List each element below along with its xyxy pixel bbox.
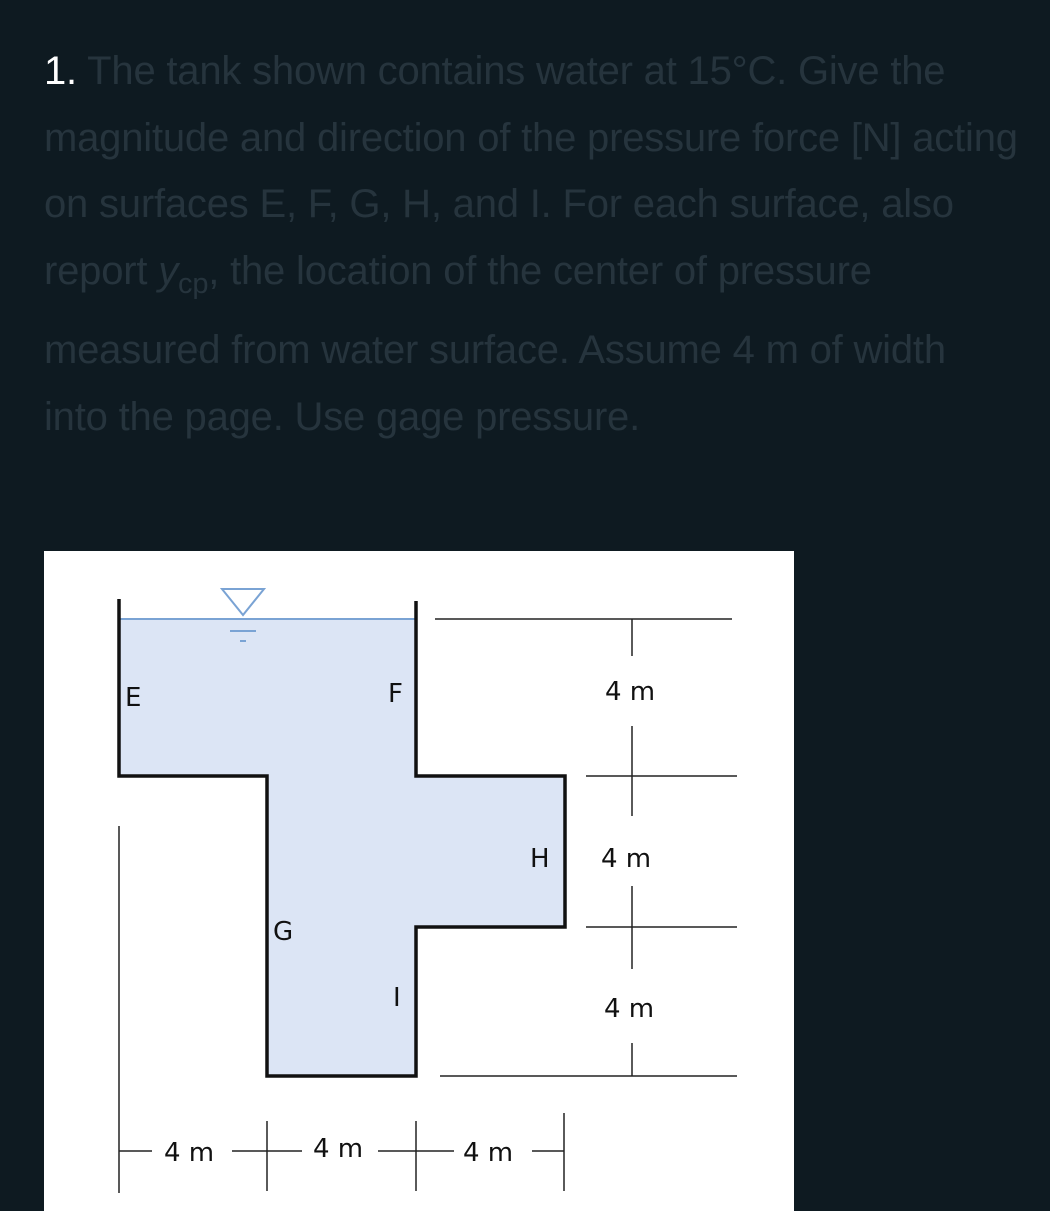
y-cp-symbol: y	[158, 248, 179, 293]
surface-label-h: H	[530, 844, 550, 874]
problem-text-part-1: The tank shown contains water at 15°C. Give the magnitude and direction of the pressure force [N] acting on surfaces E, F, G, H, and I. For each surface, also report	[44, 49, 1018, 293]
problem-text-part-2: , the location of the center of pressure measured from water surface. Assume 4 m of width into the page. Use gage pressure.	[44, 248, 946, 439]
dimension-middle-height: 4 m	[601, 844, 652, 874]
surface-label-f: F	[388, 679, 403, 709]
tank-figure	[44, 551, 794, 1211]
surface-label-e: E	[125, 683, 142, 713]
problem-statement	[44, 38, 1019, 450]
problem-number: 1.	[44, 49, 77, 93]
dimension-left-width: 4 m	[164, 1138, 215, 1168]
dimension-bottom-height: 4 m	[604, 994, 655, 1024]
tank-diagram	[44, 551, 794, 1211]
water-region	[119, 619, 565, 1076]
surface-label-g: G	[273, 917, 294, 947]
dimension-top-height: 4 m	[605, 677, 656, 707]
dimension-middle-width: 4 m	[313, 1134, 364, 1164]
dimension-right-width: 4 m	[463, 1138, 514, 1168]
surface-label-i: I	[393, 983, 401, 1013]
y-cp-subscript: cp	[178, 267, 209, 300]
